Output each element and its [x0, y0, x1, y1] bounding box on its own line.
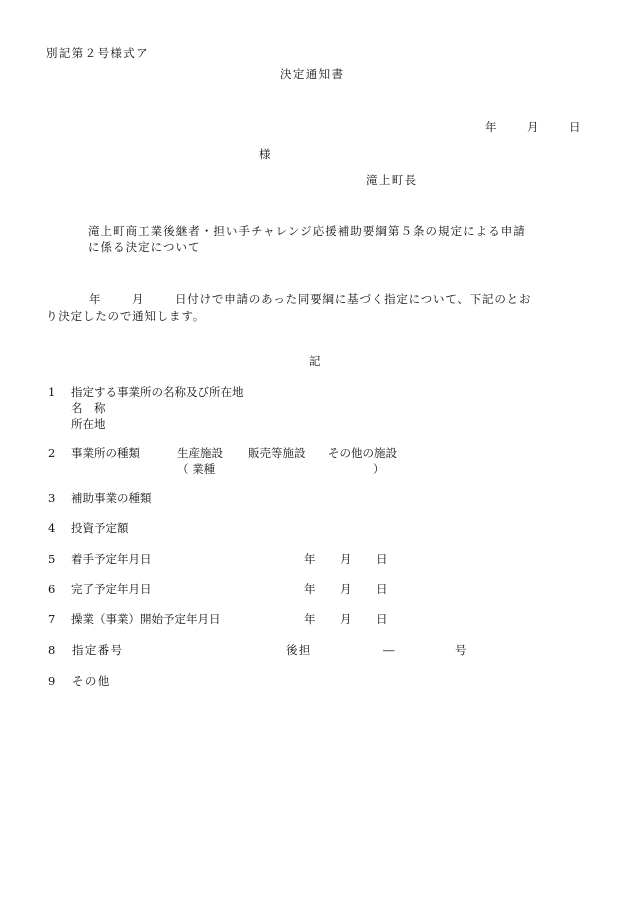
designation-prefix: 後担 — [286, 643, 312, 657]
industry-paren-close: ） — [373, 462, 385, 476]
item-label: 指定番号 — [72, 643, 124, 657]
date-year: 年 — [304, 552, 316, 566]
item-sub-address: 所在地 — [71, 417, 106, 431]
option-other: その他の施設 — [328, 446, 397, 460]
option-production: 生産施設 — [177, 446, 223, 460]
body-line-1: 日付けで申請のあった同要綱に基づく指定について、下記のとお — [175, 292, 532, 306]
issuer: 滝上町長 — [366, 173, 418, 187]
date-year: 年 — [304, 612, 316, 626]
body-month: 月 — [132, 292, 144, 306]
designation-suffix: 号 — [455, 643, 467, 657]
item-label: 完了予定年月日 — [71, 582, 152, 596]
date-month: 月 — [340, 612, 352, 626]
date-day: 日 — [376, 552, 388, 566]
form-id: 別記第２号様式ア — [46, 46, 150, 60]
item-label: 投資予定額 — [71, 521, 129, 535]
item-number: 1 — [48, 385, 56, 399]
item-number: 7 — [48, 612, 56, 626]
date-day: 日 — [569, 120, 581, 134]
item-number: 5 — [48, 552, 56, 566]
item-sub-name: 名 称 — [71, 401, 106, 415]
item-number: 9 — [48, 674, 56, 688]
item-number: 6 — [48, 582, 56, 596]
body-line-2: り決定したので通知します。 — [46, 309, 206, 323]
item-label: 操業（事業）開始予定年月日 — [71, 612, 221, 626]
date-year: 年 — [304, 582, 316, 596]
item-label: 補助事業の種類 — [71, 491, 152, 505]
item-label: 指定する事業所の名称及び所在地 — [71, 385, 244, 399]
document-title: 決定通知書 — [280, 67, 345, 81]
ki-heading: 記 — [309, 354, 321, 368]
date-month: 月 — [340, 582, 352, 596]
date-year: 年 — [485, 120, 497, 134]
item-label: その他 — [72, 674, 111, 688]
item-number: 2 — [48, 446, 56, 460]
subject-line-1: 滝上町商工業後継者・担い手チャレンジ応援補助要綱第５条の規定による申請 — [88, 224, 526, 238]
date-month: 月 — [527, 120, 539, 134]
item-number: 3 — [48, 491, 56, 505]
industry-paren-open: （ 業種 — [177, 462, 216, 476]
item-number: 4 — [48, 521, 56, 535]
item-label: 着手予定年月日 — [71, 552, 152, 566]
date-day: 日 — [376, 612, 388, 626]
option-sales: 販売等施設 — [248, 446, 306, 460]
addressee-suffix: 様 — [259, 147, 271, 161]
date-month: 月 — [340, 552, 352, 566]
item-label: 事業所の種類 — [71, 446, 140, 460]
date-day: 日 — [376, 582, 388, 596]
body-year: 年 — [89, 292, 101, 306]
designation-dash: ― — [383, 643, 395, 657]
item-number: 8 — [48, 643, 56, 657]
subject-line-2: に係る決定について — [88, 240, 201, 254]
